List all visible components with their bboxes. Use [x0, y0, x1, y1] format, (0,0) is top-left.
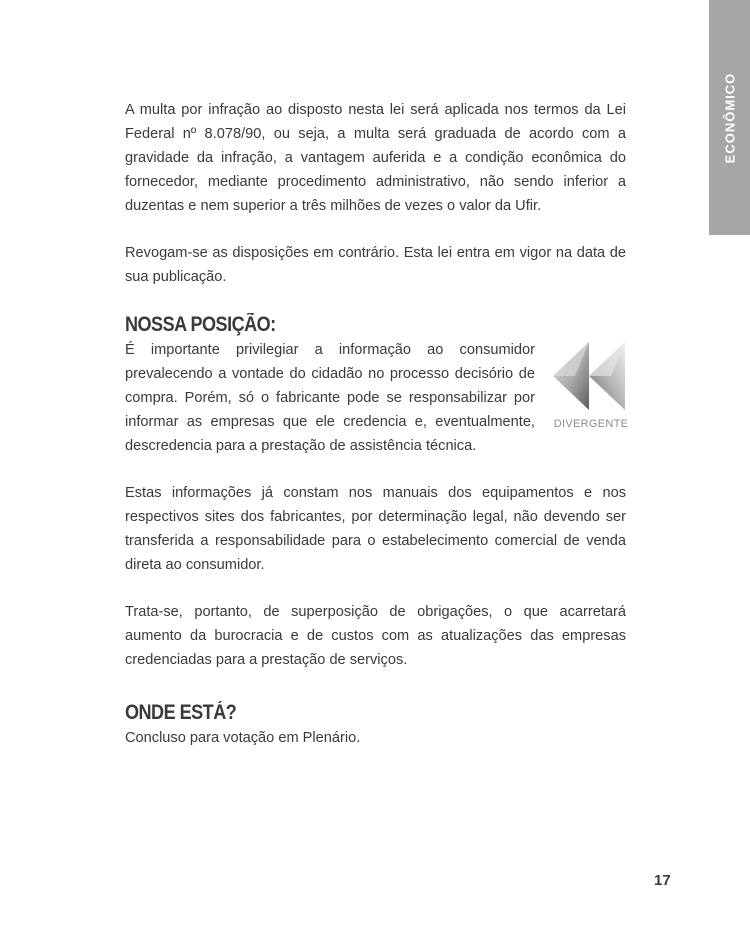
double-left-arrow-icon: [551, 340, 627, 412]
paragraph-multa: A multa por infração ao disposto nesta lei será aplicada nos termos da Lei Federal nº 8.078/90, ou seja, a multa será graduada de acordo com a gravidade da infração, a vantagem auferida e a condição econômica do fornecedor, mediante procedimento administrativo, não sendo inferior a duzentas e nem superior a três milhões de vezes o valor da Ufir.: [125, 102, 626, 214]
badge-label: DIVERGENTE: [553, 418, 629, 430]
heading-nossa-posicao: NOSSA POSIÇÃO:: [125, 313, 276, 336]
paragraph-informacoes: Estas informações já constam nos manuais dos equipamentos e nos respectivos sites dos fabricantes, por determinação legal, não devendo ser transferida a responsabilidade para o estabelecimento comercial de venda direta ao consumidor.: [125, 485, 626, 573]
section-label: ECONÔMICO: [722, 72, 737, 164]
posicao-block: [125, 338, 629, 458]
paragraph-posicao-intro: É importante privilegiar a informação ao consumidor prevalecendo a vontade do cidadão no processo decisório de compra. Porém, só o fabricante pode se responsabilizar por informar as empresas que ele credencia e, eventualmente, descredencia para a prestação de assistência técnica.: [125, 342, 535, 454]
paragraph-onde-esta: Concluso para votação em Plenário.: [125, 730, 361, 746]
page-content: [125, 98, 629, 750]
divergente-badge: [551, 340, 627, 432]
heading-onde-esta: ONDE ESTÁ?: [125, 701, 237, 724]
page-number: 17: [654, 872, 671, 889]
section-side-tab: [709, 0, 750, 235]
paragraph-revogam: Revogam-se as disposições em contrário. Esta lei entra em vigor na data de sua publicação.: [125, 245, 626, 285]
paragraph-superposicao: Trata-se, portanto, de superposição de obrigações, o que acarretará aumento da burocracia e de custos com as atualizações das empresas credenciadas para a prestação de serviços.: [125, 604, 626, 668]
